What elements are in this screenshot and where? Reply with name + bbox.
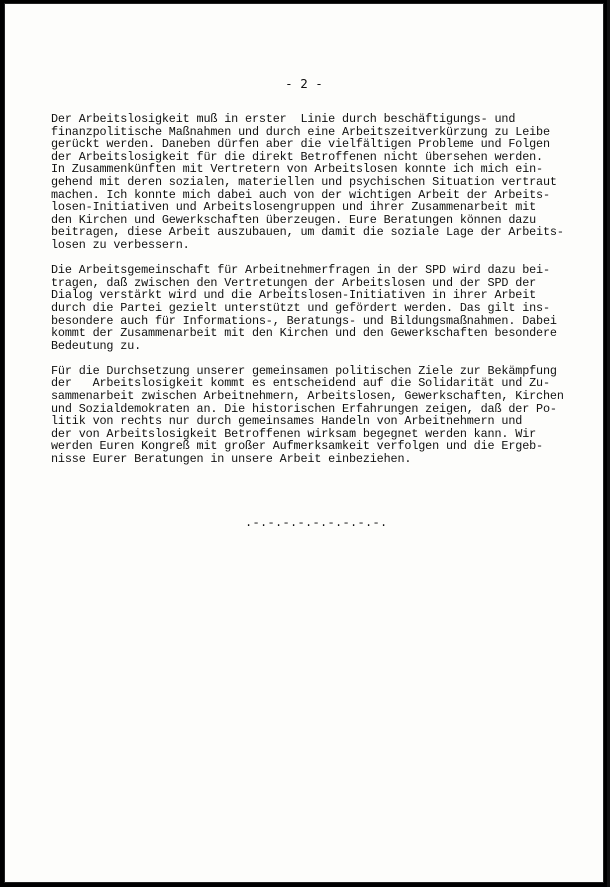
text-line: tragen, daß zwischen den Vertretungen der Arbeitslosen und der SPD der [51,275,537,290]
page-number: - 2 - [285,76,323,91]
text-line: Bedeutung zu. [51,338,142,353]
text-line: finanzpolitische Maßnahmen und durch eine Arbeitszeitverkürzung zu Leibe [51,124,550,139]
text-line: machen. Ich konnte mich dabei auch von der wichtigen Arbeit der Arbeits- [51,187,550,202]
text-line: gerückt werden. Daneben dürfen aber die vielfältigen Probleme und Folgen [51,137,550,152]
paragraph-2 [51,264,571,352]
text-line: werden Euren Kongreß mit großer Aufmerksamkeit verfolgen und die Ergeb- [51,439,543,454]
text-line: nisse Eurer Beratungen in unsere Arbeit einbeziehen. [51,452,412,467]
paragraph-1 [51,113,571,252]
text-line: litik von rechts nur durch gemeinsames Handeln von Arbeitnehmern und [51,414,523,429]
text-line: den Kirchen und Gewerkschaften überzeugen. Eure Beratungen können dazu [51,212,537,227]
text-line: kommt der Zusammenarbeit mit den Kirchen und den Gewerkschaften besondere [51,326,557,341]
text-line: In Zusammenkünften mit Vertretern von Arbeitslosen konnte ich mich ein- [51,162,543,177]
text-line: der Arbeitslosigkeit für die direkt Betroffenen nicht übersehen werden. [51,149,543,164]
text-line: losen-Initiativen und Arbeitslosengruppen und ihrer Zusammenarbeit mit [51,200,537,215]
document-page [4,3,604,883]
text-line: besondere auch für Informations-, Beratungs- und Bildungsmaßnahmen. Dabei [51,313,557,328]
closing-divider: .-.-.-.-.-.-.-.-.-. [245,516,388,530]
text-line: losen zu verbessern. [51,237,190,252]
text-line: durch die Partei gezielt unterstützt und gefördert werden. Das gilt ins- [51,300,550,315]
text-line: Der Arbeitslosigkeit muß in erster Linie durch beschäftigungs- und [51,112,516,126]
text-line: der von Arbeitslosigkeit Betroffenen wirksam begegnet werden kann. Wir [51,426,537,441]
text-line: beitragen, diese Arbeit auszubauen, um damit die soziale Lage der Arbeits- [51,225,564,240]
text-line: und Sozialdemokraten an. Die historischen Erfahrungen zeigen, daß der Po- [51,401,557,416]
letter-body [51,113,571,478]
text-line: gehend mit deren sozialen, materiellen und psychischen Situation vertraut [51,174,557,189]
text-line: Die Arbeitsgemeinschaft für Arbeitnehmerfragen in der SPD wird dazu bei- [51,263,550,278]
text-line: Für die Durchsetzung unserer gemeinsamen politischen Ziele zur Bekämpfung [51,363,557,378]
text-line: sammenarbeit zwischen Arbeitnehmern, Arbeitslosen, Gewerkschaften, Kirchen [51,389,564,404]
text-line: der Arbeitslosigkeit kommt es entscheidend auf die Solidarität und Zu- [51,376,550,391]
text-line: Dialog verstärkt wird und die Arbeitslosen-Initiativen in ihrer Arbeit [51,288,537,303]
paragraph-3 [51,365,571,466]
